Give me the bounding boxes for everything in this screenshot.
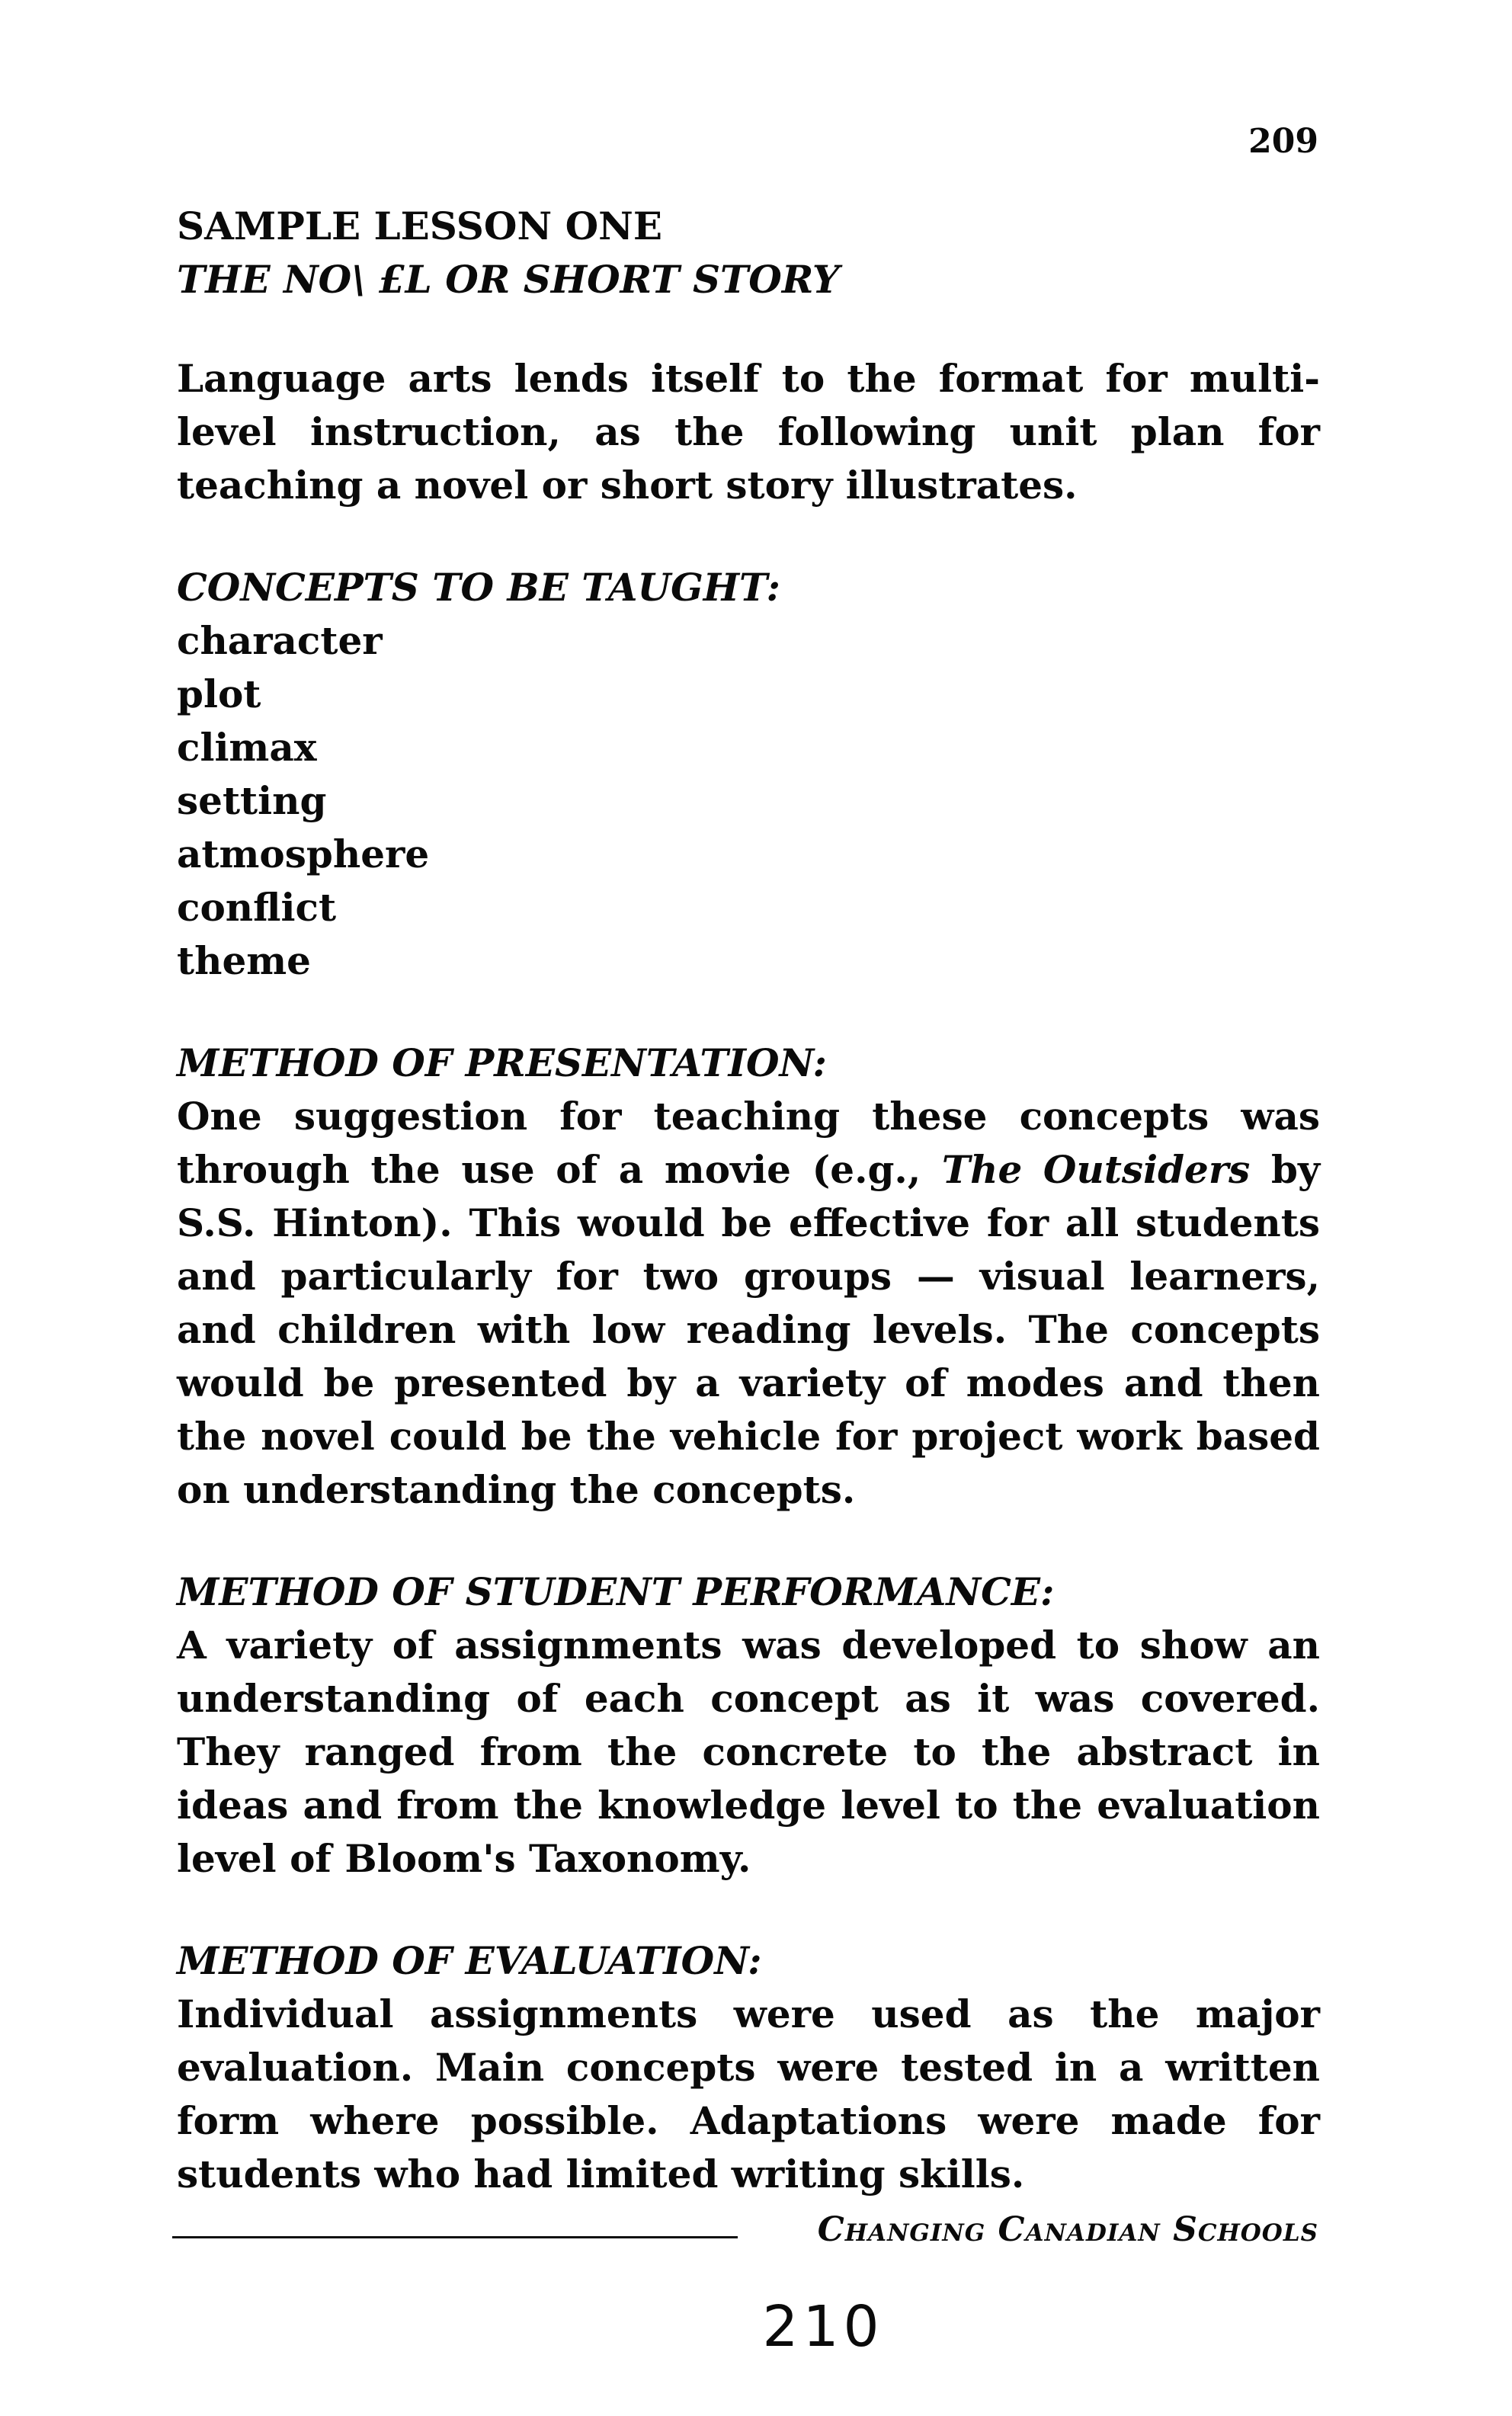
concept-item: character: [177, 618, 383, 663]
presentation-text-start: One suggestion for teaching these concepts was through the use of a movie (e.g.,: [177, 1094, 1320, 1192]
presentation-paragraph: [177, 1090, 1320, 1517]
presentation-heading: METHOD OF PRESENTATION:: [177, 1040, 827, 1085]
bottom-page-number: 210: [762, 2294, 884, 2360]
concept-item: plot: [177, 671, 261, 716]
lesson-title: SAMPLE LESSON ONE: [177, 203, 662, 248]
page-content: [177, 200, 1320, 2201]
presentation-text-end: by S.S. Hinton). This would be effective for all students and particularly for two groups — visual learners, and children with low reading levels. The concepts would be presented by a variety of modes and then the novel could be the vehicle for project work based on understanding the concepts.: [177, 1147, 1320, 1512]
concept-item: setting: [177, 778, 327, 823]
performance-paragraph: A variety of assignments was developed to show an understanding of each concept as it was covered. They ranged from the concrete to the abstract in ideas and from the knowledge level to the evaluation level of Bloom's Taxonomy.: [177, 1623, 1320, 1881]
presentation-section: [177, 1037, 1320, 1517]
performance-heading: METHOD OF STUDENT PERFORMANCE:: [177, 1569, 1055, 1614]
concepts-heading: CONCEPTS TO BE TAUGHT:: [177, 565, 780, 610]
performance-section: [177, 1565, 1320, 1886]
footer-rule: [172, 2236, 738, 2238]
evaluation-section: [177, 1934, 1320, 2201]
evaluation-heading: METHOD OF EVALUATION:: [177, 1938, 762, 1983]
page-number: 209: [1248, 122, 1318, 161]
footer-book-title: Changing Canadian Schools: [817, 2210, 1318, 2249]
concept-item: conflict: [177, 885, 337, 930]
concepts-list: [177, 614, 1320, 988]
concept-item: atmosphere: [177, 832, 430, 876]
evaluation-paragraph: Individual assignments were used as the major evaluation. Main concepts were tested in a written form where possible. Adaptations were made for students who had limited writing skills.: [177, 1991, 1320, 2197]
lesson-subtitle: THE NO\ £L OR SHORT STORY: [177, 257, 840, 302]
movie-title: The Outsiders: [941, 1147, 1251, 1192]
concept-item: theme: [177, 938, 311, 983]
intro-paragraph: Language arts lends itself to the format for multi-level instruction, as the following unit plan for teaching a novel or short story illustrates.: [177, 356, 1320, 508]
concepts-section: [177, 561, 1320, 988]
concept-item: climax: [177, 725, 317, 770]
